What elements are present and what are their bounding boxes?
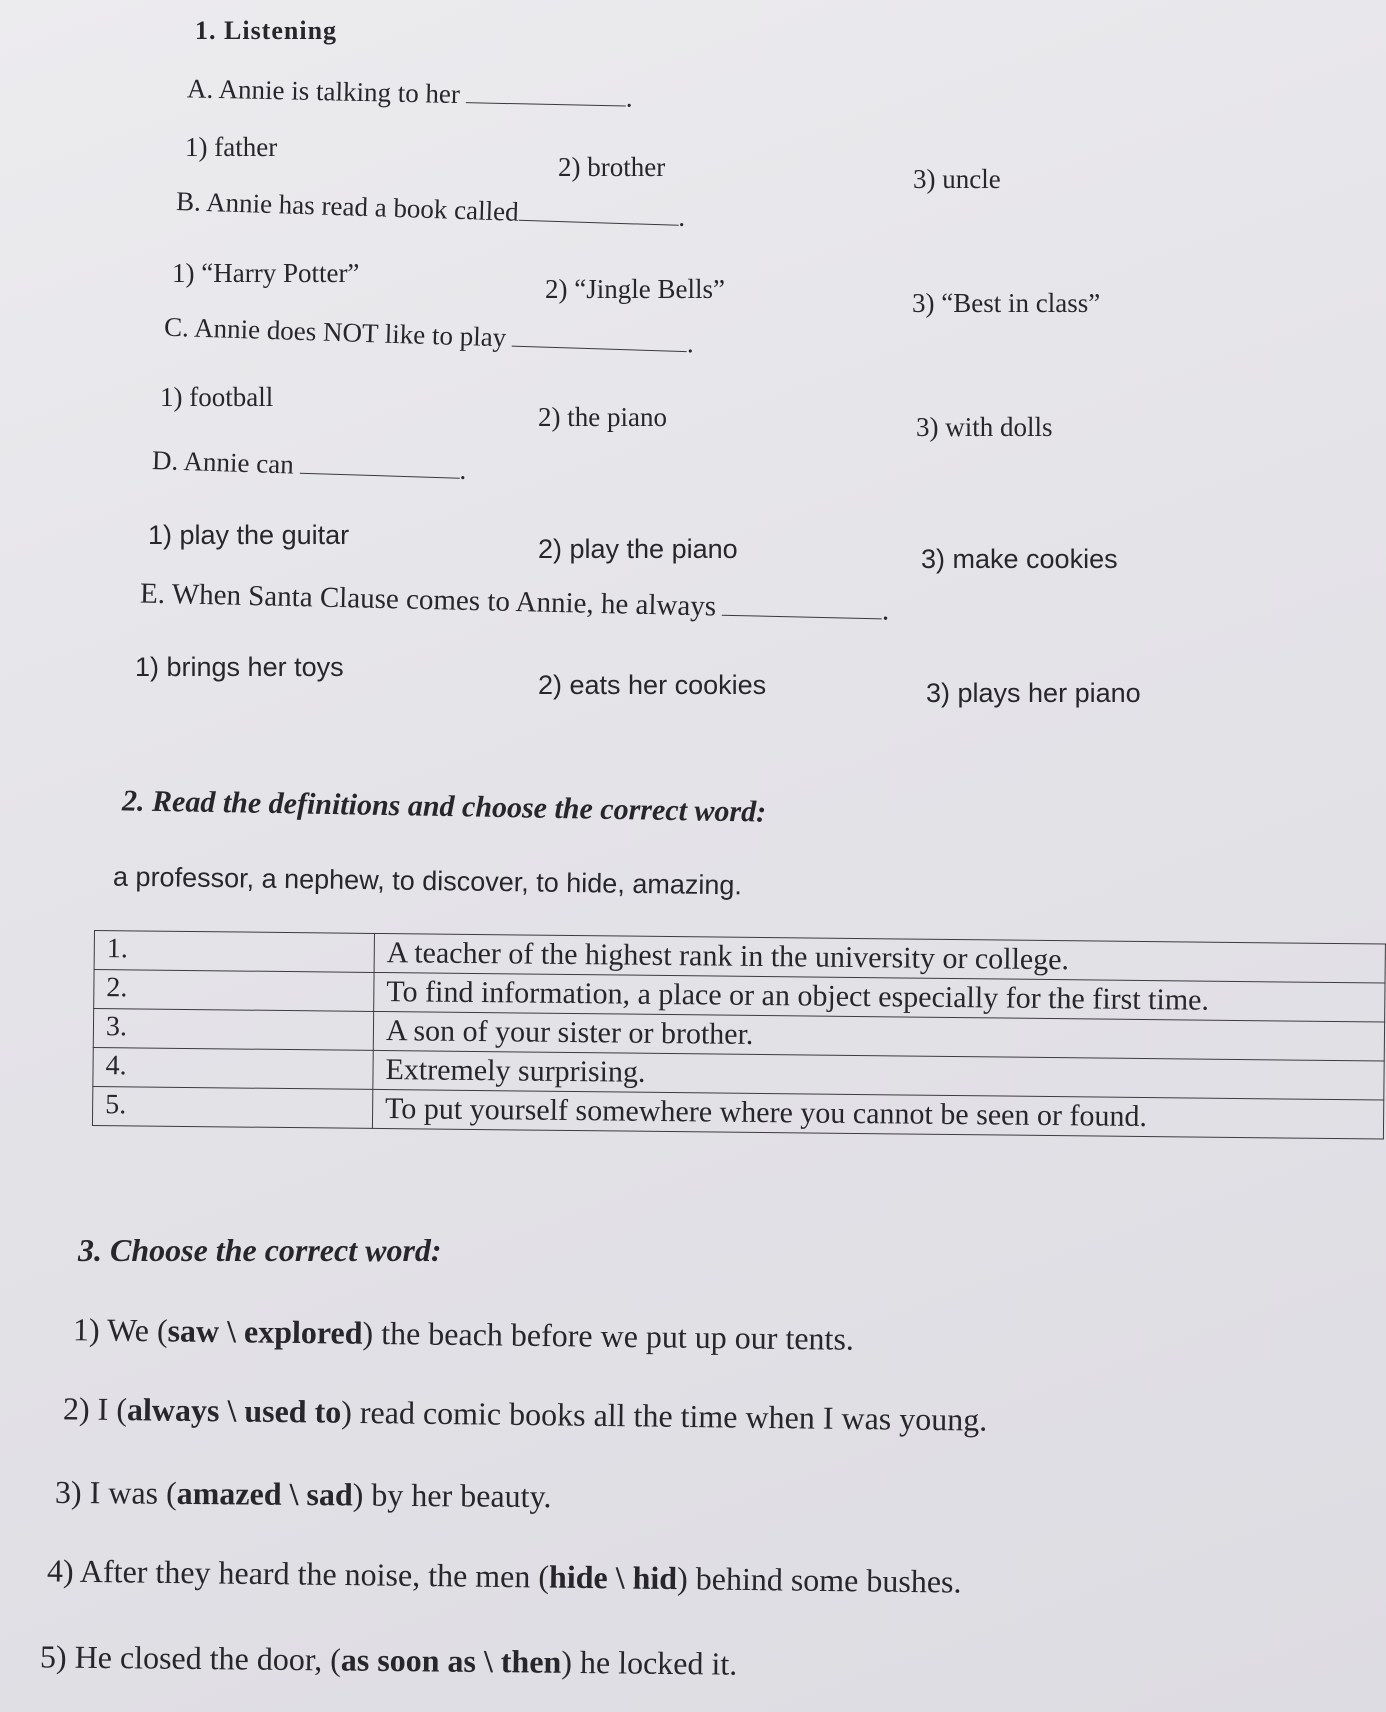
option-d3[interactable]: 3) make cookies	[921, 544, 1118, 574]
question-c	[164, 312, 695, 360]
row-definition: To find information, a place or an object especially for the first time.	[374, 972, 1385, 1022]
question-b-stem: B. Annie has read a book called	[175, 186, 520, 227]
section2-heading: 2. Read the definitions and choose the correct word:	[121, 784, 767, 829]
question-a-stem: A. Annie is talking to her	[186, 73, 461, 110]
option-c1[interactable]: 1) football	[160, 382, 274, 412]
choice-item-2-options[interactable]: always \ used to	[126, 1391, 342, 1430]
option-a1[interactable]: 1) father	[185, 132, 278, 162]
row-number[interactable]: 1.	[94, 931, 374, 973]
choice-item-3-post: ) by her beauty.	[352, 1476, 552, 1515]
choice-item-1-post: ) the beach before we put up our tents.	[362, 1314, 855, 1357]
choice-item-4-options[interactable]: hide \ hid	[548, 1558, 678, 1597]
choice-item-3-options[interactable]: amazed \ sad	[176, 1474, 353, 1513]
choice-item-3-pre: 3) I was (	[54, 1473, 177, 1511]
section1-heading: 1. Listening	[195, 16, 338, 45]
option-d1[interactable]: 1) play the guitar	[148, 520, 350, 550]
row-definition: To put yourself somewhere where you cannot be seen or found.	[372, 1089, 1383, 1139]
answer-blank-e[interactable]	[722, 614, 882, 620]
definitions-table	[92, 930, 1386, 1140]
choice-item-2-pre: 2) I (	[62, 1390, 128, 1428]
choice-item-4	[47, 1552, 962, 1600]
row-number[interactable]: 2.	[94, 970, 374, 1012]
row-number[interactable]: 4.	[93, 1047, 373, 1089]
choice-item-5-options[interactable]: as soon as \ then	[340, 1641, 562, 1680]
choice-item-5-pre: 5) He closed the door, (	[39, 1638, 342, 1678]
choice-item-2-post: ) read comic books all the time when I was young.	[341, 1393, 988, 1438]
option-a2[interactable]: 2) brother	[558, 152, 666, 182]
row-definition: A teacher of the highest rank in the university or college.	[374, 933, 1385, 983]
row-definition: A son of your sister or brother.	[373, 1011, 1384, 1061]
option-c2[interactable]: 2) the piano	[538, 402, 667, 432]
option-b3[interactable]: 3) “Best in class”	[912, 288, 1101, 318]
choice-item-1-options[interactable]: saw \ explored	[167, 1312, 363, 1351]
question-a	[187, 73, 633, 113]
choice-item-4-pre: 4) After they heard the noise, the men (	[46, 1552, 550, 1595]
question-d-end: .	[459, 454, 467, 485]
choice-item-5-post: ) he locked it.	[561, 1643, 738, 1682]
question-e	[140, 578, 890, 628]
choice-item-1-pre: 1) We (	[72, 1311, 168, 1349]
row-number[interactable]: 3.	[93, 1009, 373, 1051]
option-b2[interactable]: 2) “Jingle Bells”	[545, 274, 725, 304]
option-b1[interactable]: 1) “Harry Potter”	[172, 258, 360, 288]
question-a-end: .	[625, 82, 633, 113]
answer-blank-c[interactable]	[512, 345, 687, 352]
choice-item-4-post: ) behind some bushes.	[676, 1560, 962, 1600]
answer-blank-d[interactable]	[299, 472, 459, 479]
question-c-stem: C. Annie does NOT like to play	[163, 311, 507, 353]
section3-heading: 3. Choose the correct word:	[78, 1232, 442, 1268]
choice-item-5	[40, 1638, 738, 1682]
answer-blank-a[interactable]	[466, 101, 626, 106]
option-e1[interactable]: 1) brings her toys	[135, 652, 344, 682]
choice-item-1	[73, 1311, 854, 1358]
option-d2[interactable]: 2) play the piano	[538, 534, 738, 564]
question-d-stem: D. Annie can	[151, 445, 295, 480]
word-bank: a professor, a nephew, to discover, to hide, amazing.	[112, 861, 743, 901]
question-b	[176, 186, 686, 233]
question-d	[152, 445, 467, 486]
row-definition: Extremely surprising.	[373, 1050, 1384, 1100]
question-c-end: .	[686, 328, 695, 359]
option-c3[interactable]: 3) with dolls	[916, 412, 1053, 442]
question-e-stem: E. When Santa Clause comes to Annie, he always	[139, 577, 717, 623]
question-b-end: .	[678, 201, 686, 232]
row-number[interactable]: 5.	[92, 1086, 372, 1128]
choice-item-3	[55, 1474, 552, 1515]
option-e3[interactable]: 3) plays her piano	[926, 678, 1141, 708]
choice-item-2	[63, 1390, 988, 1438]
answer-blank-b[interactable]	[518, 219, 678, 226]
question-e-end: .	[881, 594, 890, 627]
option-e2[interactable]: 2) eats her cookies	[538, 670, 767, 700]
option-a3[interactable]: 3) uncle	[913, 164, 1001, 194]
